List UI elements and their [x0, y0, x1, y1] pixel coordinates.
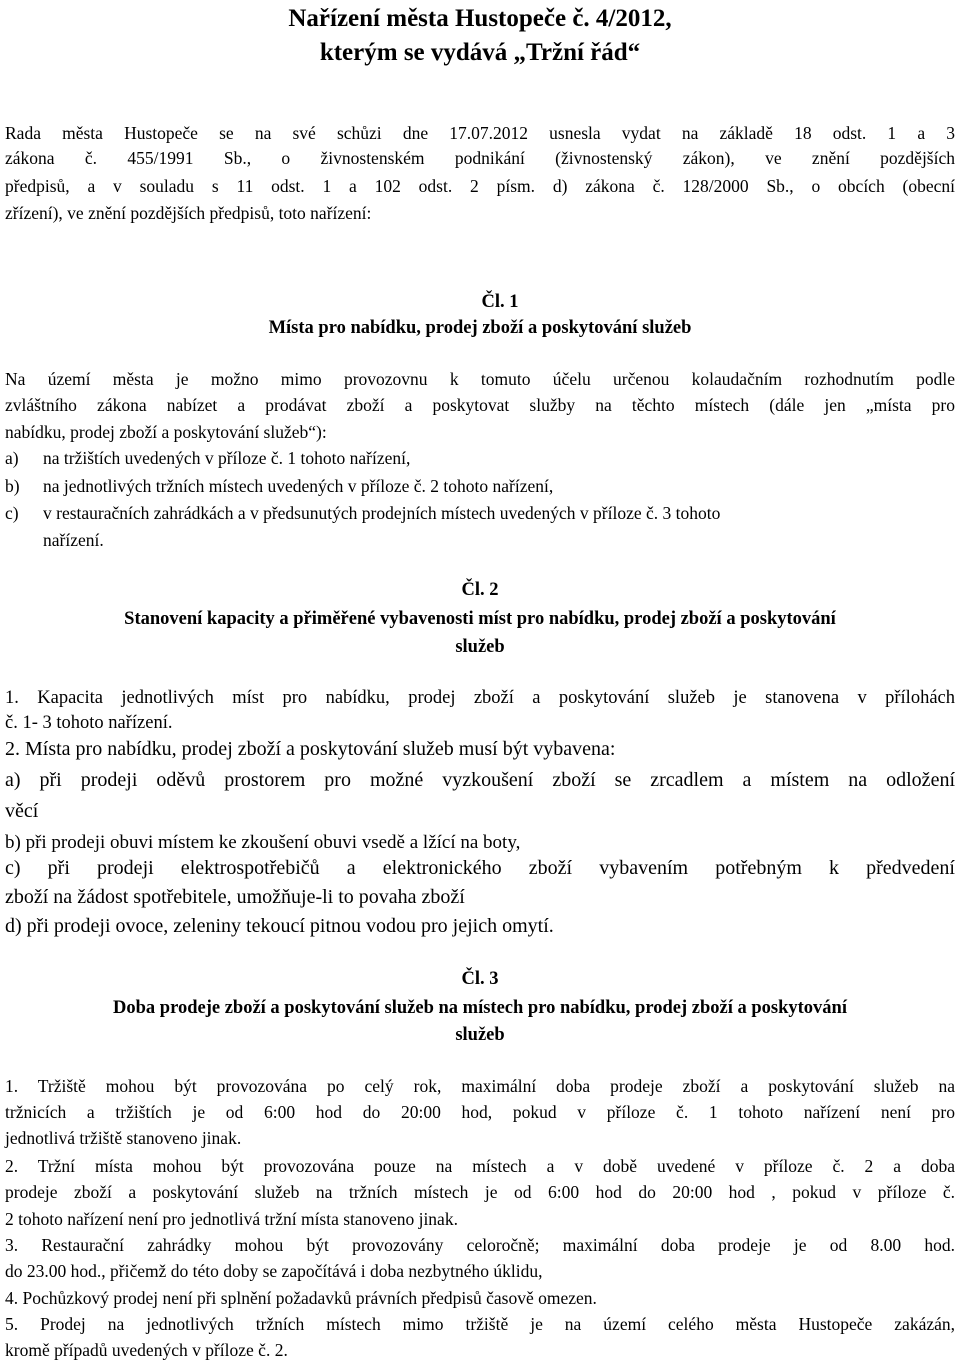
article-2-heading-line-2: služeb — [455, 637, 505, 657]
article-3-heading-line-2: služeb — [455, 1025, 505, 1045]
list-item-marker: c) — [5, 503, 19, 523]
article-3-point-3-line-2: do 23.00 hod., přičemž do této doby se započítává i doba nezbytného úklidu, — [5, 1261, 543, 1281]
list-item — [5, 446, 955, 471]
intro-line-3: předpisů, a v souladu s 11 odst. 1 a 102 odst. 2 písm. d) zákona č. 128/2000 Sb., o obcích (obecní — [5, 176, 955, 196]
article-1-paragraph-line-3: nabídku, prodej zboží a poskytování služeb“): — [5, 422, 327, 442]
document-title-line-2: kterým se vydává „Tržní řád“ — [319, 39, 641, 66]
article-2-point-1-line-2: č. 1- 3 tohoto nařízení. — [5, 713, 173, 733]
list-item-text: na tržištích uvedených v příloze č. 1 tohoto nařízení, — [43, 448, 411, 468]
list-item-text: na jednotlivých tržních místech uvedených v příloze č. 2 tohoto nařízení, — [43, 476, 554, 496]
article-3-point-5-line-1: 5. Prodej na jednotlivých tržních místech mimo tržiště je na území celého města Hustopeče zakázán, — [5, 1314, 955, 1334]
article-3-point-2-line-2: prodeje zboží a poskytování služeb na tržních místech je od 6:00 hod do 20:00 hod , pokud v příloze č. — [5, 1182, 955, 1202]
intro-line-2: zákona č. 455/1991 Sb., o živnostenském podnikání (živnostenský zákon), ve znění pozdějších — [5, 148, 955, 168]
article-3-point-2-line-3: 2 tohoto nařízení není pro jednotlivá tržní místa stanoveno jinak. — [5, 1209, 458, 1229]
list-item-marker: b) — [5, 476, 20, 496]
article-3-point-3-line-1: 3. Restaurační zahrádky mohou být provozovány celoročně; maximální doba prodeje je od 8.00 hod. — [5, 1235, 955, 1255]
article-3-point-1-line-1: 1. Tržiště mohou být provozována po celý rok, maximální doba prodeje zboží a poskytování služeb na — [5, 1076, 955, 1096]
article-2-point-d: d) při prodeji ovoce, zeleniny tekoucí pitnou vodou pro jejich omytí. — [5, 915, 554, 937]
article-2-point-c-line-2: zboží na žádost spotřebitele, umožňuje-li to povaha zboží — [5, 886, 465, 908]
article-1-heading: Místa pro nabídku, prodej zboží a poskytování služeb — [268, 318, 692, 338]
article-2-point-a-line-2: věcí — [5, 800, 39, 822]
article-2-point-b: b) při prodeji obuvi místem ke zkoušení obuvi vsedě a lžící na boty, — [5, 832, 521, 853]
list-item-continuation: nařízení. — [43, 530, 104, 550]
article-3-number: Čl. 3 — [461, 969, 499, 989]
article-2-heading-line-1: Stanovení kapacity a přiměřené vybavenosti míst pro nabídku, prodej zboží a poskytování — [124, 609, 836, 629]
article-2-point-a-line-1: a) při prodeji oděvů prostorem pro možné vyzkoušení zboží se zrcadlem a místem na odložení — [5, 769, 955, 791]
list-item — [5, 501, 955, 526]
article-1-paragraph-line-2: zvláštního zákona nabízet a prodávat zboží a poskytovat služby na těchto místech (dále jen „místa pro — [5, 395, 955, 415]
intro-line-1: Rada města Hustopeče se na své schůzi dne 17.07.2012 usnesla vydat na základě 18 odst. 1 a 3 — [5, 123, 955, 143]
list-item — [5, 474, 955, 499]
article-3-point-1-line-3: jednotlivá tržiště stanoveno jinak. — [5, 1128, 242, 1148]
article-2-point-2: 2. Místa pro nabídku, prodej zboží a poskytování služeb musí být vybavena: — [5, 738, 616, 760]
article-3-point-4: 4. Pochůzkový prodej není při splnění požadavků právních předpisů časově omezen. — [5, 1288, 597, 1308]
list-item-text: v restauračních zahrádkách a v předsunutých prodejních místech uvedených v příloze č. 3 tohoto — [43, 503, 721, 523]
article-2-point-c-line-1: c) při prodeji elektrospotřebičů a elektronického zboží vybavením potřebným k předvedení — [5, 857, 955, 879]
article-1-number: Čl. 1 — [481, 292, 519, 312]
article-3-point-5-line-2: kromě případů uvedených v příloze č. 2. — [5, 1340, 288, 1360]
list-item-marker: a) — [5, 448, 19, 468]
intro-line-4: zřízení), ve znění pozdějších předpisů, toto nařízení: — [5, 203, 372, 223]
article-1-paragraph-line-1: Na území města je možno mimo provozovnu k tomuto účelu určenou kolaudačním rozhodnutím podle — [5, 369, 955, 389]
article-3-heading-line-1: Doba prodeje zboží a poskytování služeb na místech pro nabídku, prodej zboží a poskytování — [113, 998, 847, 1018]
article-2-number: Čl. 2 — [461, 580, 499, 600]
article-3-point-1-line-2: tržnicích a tržištích je od 6:00 hod do 20:00 hod, pokud v příloze č. 1 tohoto nařízení není pro — [5, 1102, 955, 1122]
document-title-line-1: Nařízení města Hustopeče č. 4/2012, — [288, 5, 672, 32]
article-2-point-1-line-1: 1. Kapacita jednotlivých míst pro nabídku, prodej zboží a poskytování služeb je stanovena v přílohách — [5, 688, 955, 708]
article-3-point-2-line-1: 2. Tržní místa mohou být provozována pouze na místech a v době uvedené v příloze č. 2 a doba — [5, 1156, 955, 1176]
